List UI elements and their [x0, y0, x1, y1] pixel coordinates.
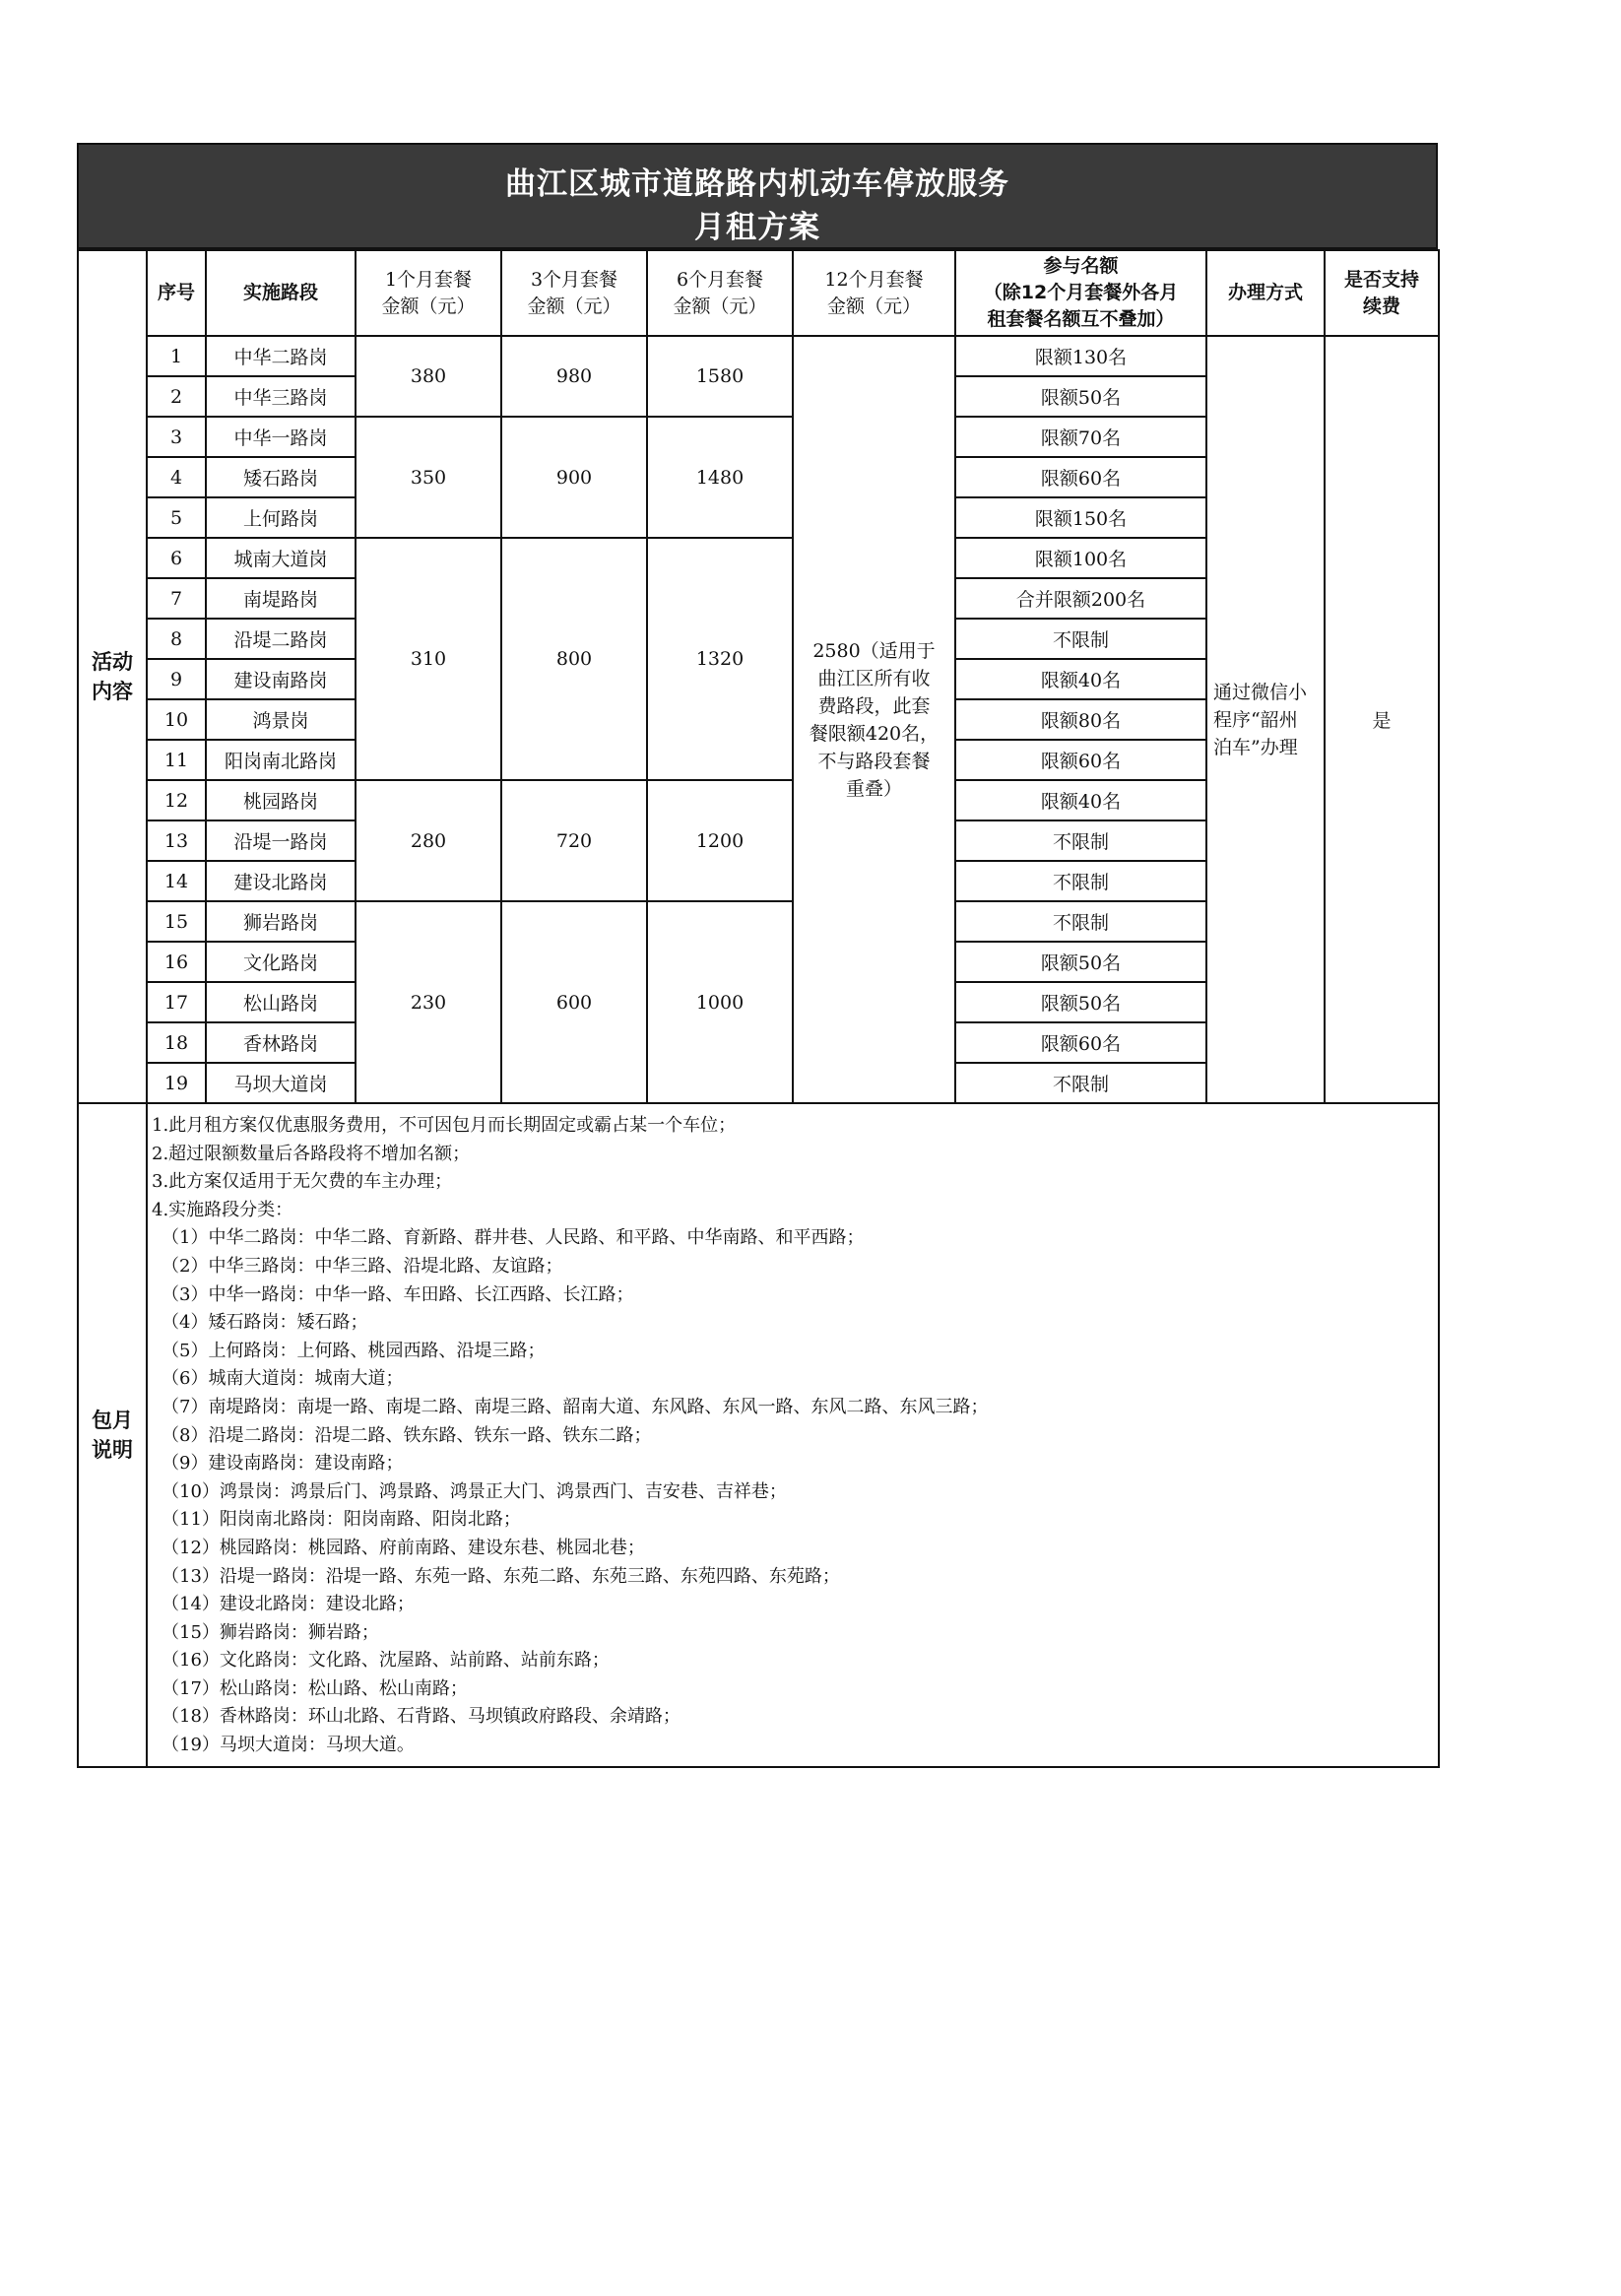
row-no: 13 — [147, 820, 206, 861]
col-header-quota-a: 参与名额 — [1043, 255, 1119, 277]
note-line: （4）矮石路岗：矮石路； — [162, 1312, 368, 1334]
row-section: 鸿景岗 — [206, 699, 356, 740]
col-header-1m — [356, 250, 501, 336]
row-quota: 合并限额200名 — [955, 578, 1206, 619]
row-section: 香林路岗 — [206, 1022, 356, 1063]
notes-label-2: 说明 — [92, 1437, 133, 1462]
col-header-renew — [1325, 250, 1439, 336]
activity-label-2: 内容 — [92, 680, 133, 703]
row-no: 6 — [147, 538, 206, 578]
title-banner — [77, 143, 1438, 249]
row-no: 12 — [147, 780, 206, 820]
row-section: 上何路岗 — [206, 497, 356, 538]
row-section: 狮岩路岗 — [206, 901, 356, 942]
price-12m-line: 餐限额420名， — [809, 722, 940, 745]
price-12m — [793, 336, 955, 1103]
row-no: 14 — [147, 861, 206, 901]
row-quota: 限额50名 — [955, 942, 1206, 982]
method-line: 通过微信小 — [1213, 681, 1308, 703]
row-section: 文化路岗 — [206, 942, 356, 982]
note-line: （17）松山路岗：松山路、松山南路； — [162, 1677, 468, 1699]
col-header-quota-c: 租套餐名额互不叠加） — [987, 308, 1175, 330]
header-row — [78, 250, 1439, 336]
col-header-12m-b: 金额（元） — [826, 295, 921, 317]
row-quota: 不限制 — [955, 901, 1206, 942]
row-quota: 限额40名 — [955, 780, 1206, 820]
notes-label-1: 包月 — [92, 1408, 133, 1432]
row-section: 建设南路岗 — [206, 659, 356, 699]
col-header-quota-b: （除12个月套餐外各月 — [983, 282, 1179, 303]
rental-table — [77, 249, 1440, 1768]
renew-cell: 是 — [1325, 336, 1439, 1103]
row-quota: 不限制 — [955, 861, 1206, 901]
notes-row — [78, 1103, 1439, 1767]
note-line: 1.此月租方案仅优惠服务费用，不可因包月而长期固定或霸占某一个车位； — [152, 1115, 737, 1136]
col-header-12m — [793, 250, 955, 336]
price-1m: 350 — [356, 417, 501, 538]
col-header-section: 实施路段 — [206, 250, 356, 336]
col-header-3m-b: 金额（元） — [527, 295, 621, 317]
note-line: 2.超过限额数量后各路段将不增加名额； — [152, 1143, 471, 1164]
row-quota: 限额60名 — [955, 740, 1206, 780]
price-1m: 280 — [356, 780, 501, 901]
title-line-1: 曲江区城市道路路内机动车停放服务 — [505, 166, 1009, 202]
price-12m-line: 费路段，此套 — [817, 694, 931, 717]
price-6m: 1320 — [647, 538, 793, 780]
notes-label — [78, 1103, 147, 1767]
row-section: 马坝大道岗 — [206, 1063, 356, 1103]
row-no: 10 — [147, 699, 206, 740]
note-line: 4.实施路段分类： — [152, 1199, 293, 1220]
row-quota: 限额60名 — [955, 457, 1206, 497]
price-1m: 310 — [356, 538, 501, 780]
row-no: 15 — [147, 901, 206, 942]
price-12m-line: 2580（适用于 — [812, 639, 936, 662]
row-quota: 不限制 — [955, 619, 1206, 659]
price-6m: 1000 — [647, 901, 793, 1103]
col-header-3m — [501, 250, 647, 336]
note-line: （14）建设北路岗：建设北路； — [162, 1594, 415, 1615]
row-section: 沿堤二路岗 — [206, 619, 356, 659]
note-line: （6）城南大道岗：城南大道； — [162, 1368, 404, 1390]
row-quota: 不限制 — [955, 820, 1206, 861]
activity-label — [78, 250, 147, 1103]
price-12m-line: 不与路段套餐 — [817, 750, 931, 772]
note-line: 3.此方案仅适用于无欠费的车主办理； — [152, 1171, 453, 1193]
row-no: 16 — [147, 942, 206, 982]
title-line-2: 月租方案 — [694, 210, 820, 245]
price-3m: 800 — [501, 538, 647, 780]
table-row — [78, 336, 1439, 376]
activity-label-1: 活动 — [92, 650, 133, 674]
notes-cell — [147, 1103, 1439, 1767]
row-quota: 限额50名 — [955, 982, 1206, 1022]
price-3m: 900 — [501, 417, 647, 538]
note-line: （3）中华一路岗：中华一路、车田路、长江西路、长江路； — [162, 1283, 634, 1305]
note-line: （1）中华二路岗：中华二路、育新路、群井巷、人民路、和平路、中华南路、和平西路； — [162, 1227, 865, 1249]
row-no: 9 — [147, 659, 206, 699]
col-header-1m-a: 1个月套餐 — [384, 268, 473, 291]
row-no: 8 — [147, 619, 206, 659]
note-line: （11）阳岗南北路岗：阳岗南路、阳岗北路； — [162, 1509, 521, 1531]
row-no: 17 — [147, 982, 206, 1022]
row-no: 5 — [147, 497, 206, 538]
row-no: 11 — [147, 740, 206, 780]
row-quota: 限额80名 — [955, 699, 1206, 740]
row-section: 城南大道岗 — [206, 538, 356, 578]
col-header-quota — [955, 250, 1206, 336]
note-line: （2）中华三路岗：中华三路、沿堤北路、友谊路； — [162, 1255, 563, 1277]
note-line: （18）香林路岗：环山北路、石背路、马坝镇政府路段、余靖路； — [162, 1706, 681, 1728]
col-header-3m-a: 3个月套餐 — [530, 268, 618, 291]
row-section: 矮石路岗 — [206, 457, 356, 497]
row-quota: 不限制 — [955, 1063, 1206, 1103]
col-header-1m-b: 金额（元） — [381, 295, 476, 317]
note-line: （13）沿堤一路岗：沿堤一路、东苑一路、东苑二路、东苑三路、东苑四路、东苑路； — [162, 1565, 840, 1587]
price-3m: 720 — [501, 780, 647, 901]
note-line: （12）桃园路岗：桃园路、府前南路、建设东巷、桃园北巷； — [162, 1537, 645, 1558]
price-6m: 1480 — [647, 417, 793, 538]
note-line: （7）南堤路岗：南堤一路、南堤二路、南堤三路、韶南大道、东风路、东风一路、东风二路、东风三路； — [162, 1396, 989, 1417]
price-12m-line: 重叠） — [845, 777, 902, 800]
col-header-no: 序号 — [147, 250, 206, 336]
method-line: 程序“韶州 — [1213, 708, 1298, 731]
note-line: （5）上何路岗：上何路、桃园西路、沿堤三路； — [162, 1340, 546, 1361]
row-section: 阳岗南北路岗 — [206, 740, 356, 780]
price-1m: 230 — [356, 901, 501, 1103]
row-quota: 限额40名 — [955, 659, 1206, 699]
row-no: 19 — [147, 1063, 206, 1103]
row-section: 南堤路岗 — [206, 578, 356, 619]
method-line: 泊车”办理 — [1213, 736, 1298, 758]
row-section: 中华一路岗 — [206, 417, 356, 457]
row-quota: 限额70名 — [955, 417, 1206, 457]
price-12m-line: 曲江区所有收 — [817, 667, 931, 689]
row-section: 松山路岗 — [206, 982, 356, 1022]
row-quota: 限额50名 — [955, 376, 1206, 417]
note-line: （16）文化路岗：文化路、沈屋路、站前路、站前东路； — [162, 1650, 610, 1672]
col-header-method: 办理方式 — [1206, 250, 1325, 336]
method-cell — [1206, 336, 1325, 1103]
row-no: 2 — [147, 376, 206, 417]
col-header-6m — [647, 250, 793, 336]
row-section: 桃园路岗 — [206, 780, 356, 820]
row-no: 18 — [147, 1022, 206, 1063]
col-header-renew-b: 续费 — [1362, 295, 1400, 317]
note-line: （9）建设南路岗：建设南路； — [162, 1453, 404, 1475]
row-quota: 限额130名 — [955, 336, 1206, 376]
row-section: 中华三路岗 — [206, 376, 356, 417]
col-header-renew-a: 是否支持 — [1343, 268, 1419, 291]
row-section: 中华二路岗 — [206, 336, 356, 376]
row-quota: 限额150名 — [955, 497, 1206, 538]
row-quota: 限额100名 — [955, 538, 1206, 578]
col-header-6m-a: 6个月套餐 — [676, 268, 764, 291]
note-line: （8）沿堤二路岗：沿堤二路、铁东路、铁东一路、铁东二路； — [162, 1424, 652, 1446]
price-1m: 380 — [356, 336, 501, 417]
note-line: （15）狮岩路岗：狮岩路； — [162, 1621, 379, 1643]
price-6m: 1580 — [647, 336, 793, 417]
price-3m: 980 — [501, 336, 647, 417]
price-3m: 600 — [501, 901, 647, 1103]
row-no: 1 — [147, 336, 206, 376]
row-no: 3 — [147, 417, 206, 457]
row-no: 4 — [147, 457, 206, 497]
col-header-12m-a: 12个月套餐 — [824, 268, 924, 291]
col-header-6m-b: 金额（元） — [673, 295, 767, 317]
row-no: 7 — [147, 578, 206, 619]
row-quota: 限额60名 — [955, 1022, 1206, 1063]
row-section: 沿堤一路岗 — [206, 820, 356, 861]
note-line: （10）鸿景岗：鸿景后门、鸿景路、鸿景正大门、鸿景西门、吉安巷、吉祥巷； — [162, 1480, 787, 1502]
row-section: 建设北路岗 — [206, 861, 356, 901]
note-line: （19）马坝大道岗：马坝大道。 — [162, 1735, 415, 1756]
price-6m: 1200 — [647, 780, 793, 901]
